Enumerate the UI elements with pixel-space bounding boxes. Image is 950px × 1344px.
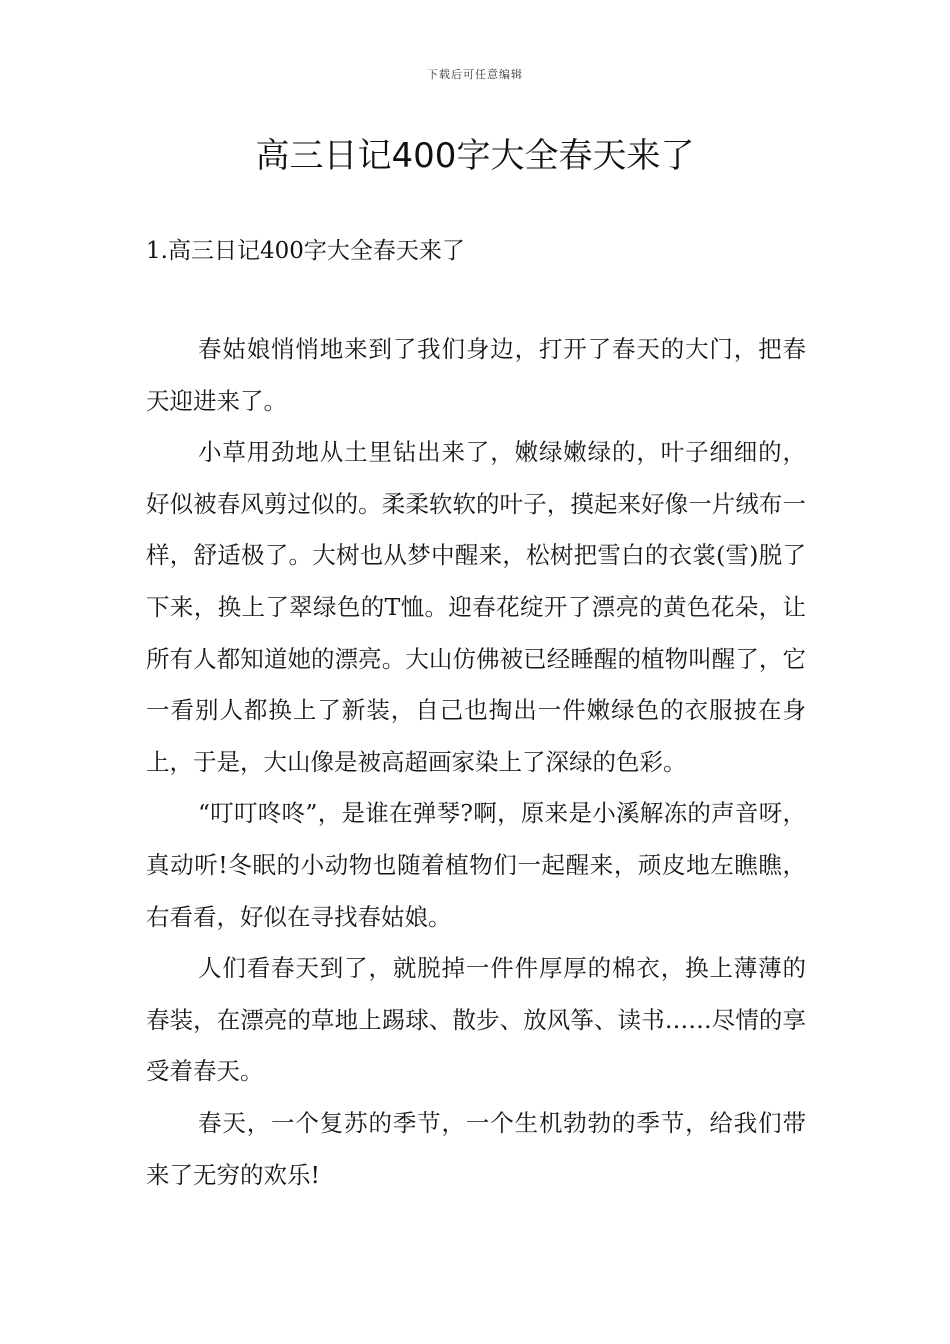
paragraph: 春姑娘悄悄地来到了我们身边，打开了春天的大门，把春天迎进来了。 (146, 335, 806, 415)
document-title: 高三日记400字大全春天来了 (255, 136, 695, 176)
paragraph: “叮叮咚咚”，是谁在弹琴?啊，原来是小溪解冻的声音呀，真动听!冬眠的小动物也随着植物们一起醒来，顽皮地左瞧瞧，右看看，好似在寻找春姑娘。 (146, 799, 806, 931)
article-body (146, 324, 806, 1201)
paragraph: 小草用劲地从土里钻出来了，嫩绿嫩绿的，叶子细细的，好似被春风剪过似的。柔柔软软的叶子，摸起来好像一片绒布一样，舒适极了。大树也从梦中醒来，松树把雪白的衣裳(雪)脱了下来，换上了翠绿色的T恤。迎春花绽开了漂亮的黄色花朵，让所有人都知道她的漂亮。大山仿佛被已经睡醒的植物叫醒了，它一看别人都换上了新装，自己也掏出一件嫩绿色的衣服披在身上，于是，大山像是被高超画家染上了深绿的色彩。 (146, 438, 806, 776)
paragraph: 人们看春天到了，就脱掉一件件厚厚的棉衣，换上薄薄的春装，在漂亮的草地上踢球、散步、放风筝、读书……尽情的享受着春天。 (146, 954, 806, 1086)
section-heading: 1.高三日记400字大全春天来了 (146, 238, 465, 264)
paragraph: 春天，一个复苏的季节，一个生机勃勃的季节，给我们带来了无穷的欢乐! (146, 1108, 806, 1189)
header-note: 下载后可任意编辑 (427, 68, 523, 81)
